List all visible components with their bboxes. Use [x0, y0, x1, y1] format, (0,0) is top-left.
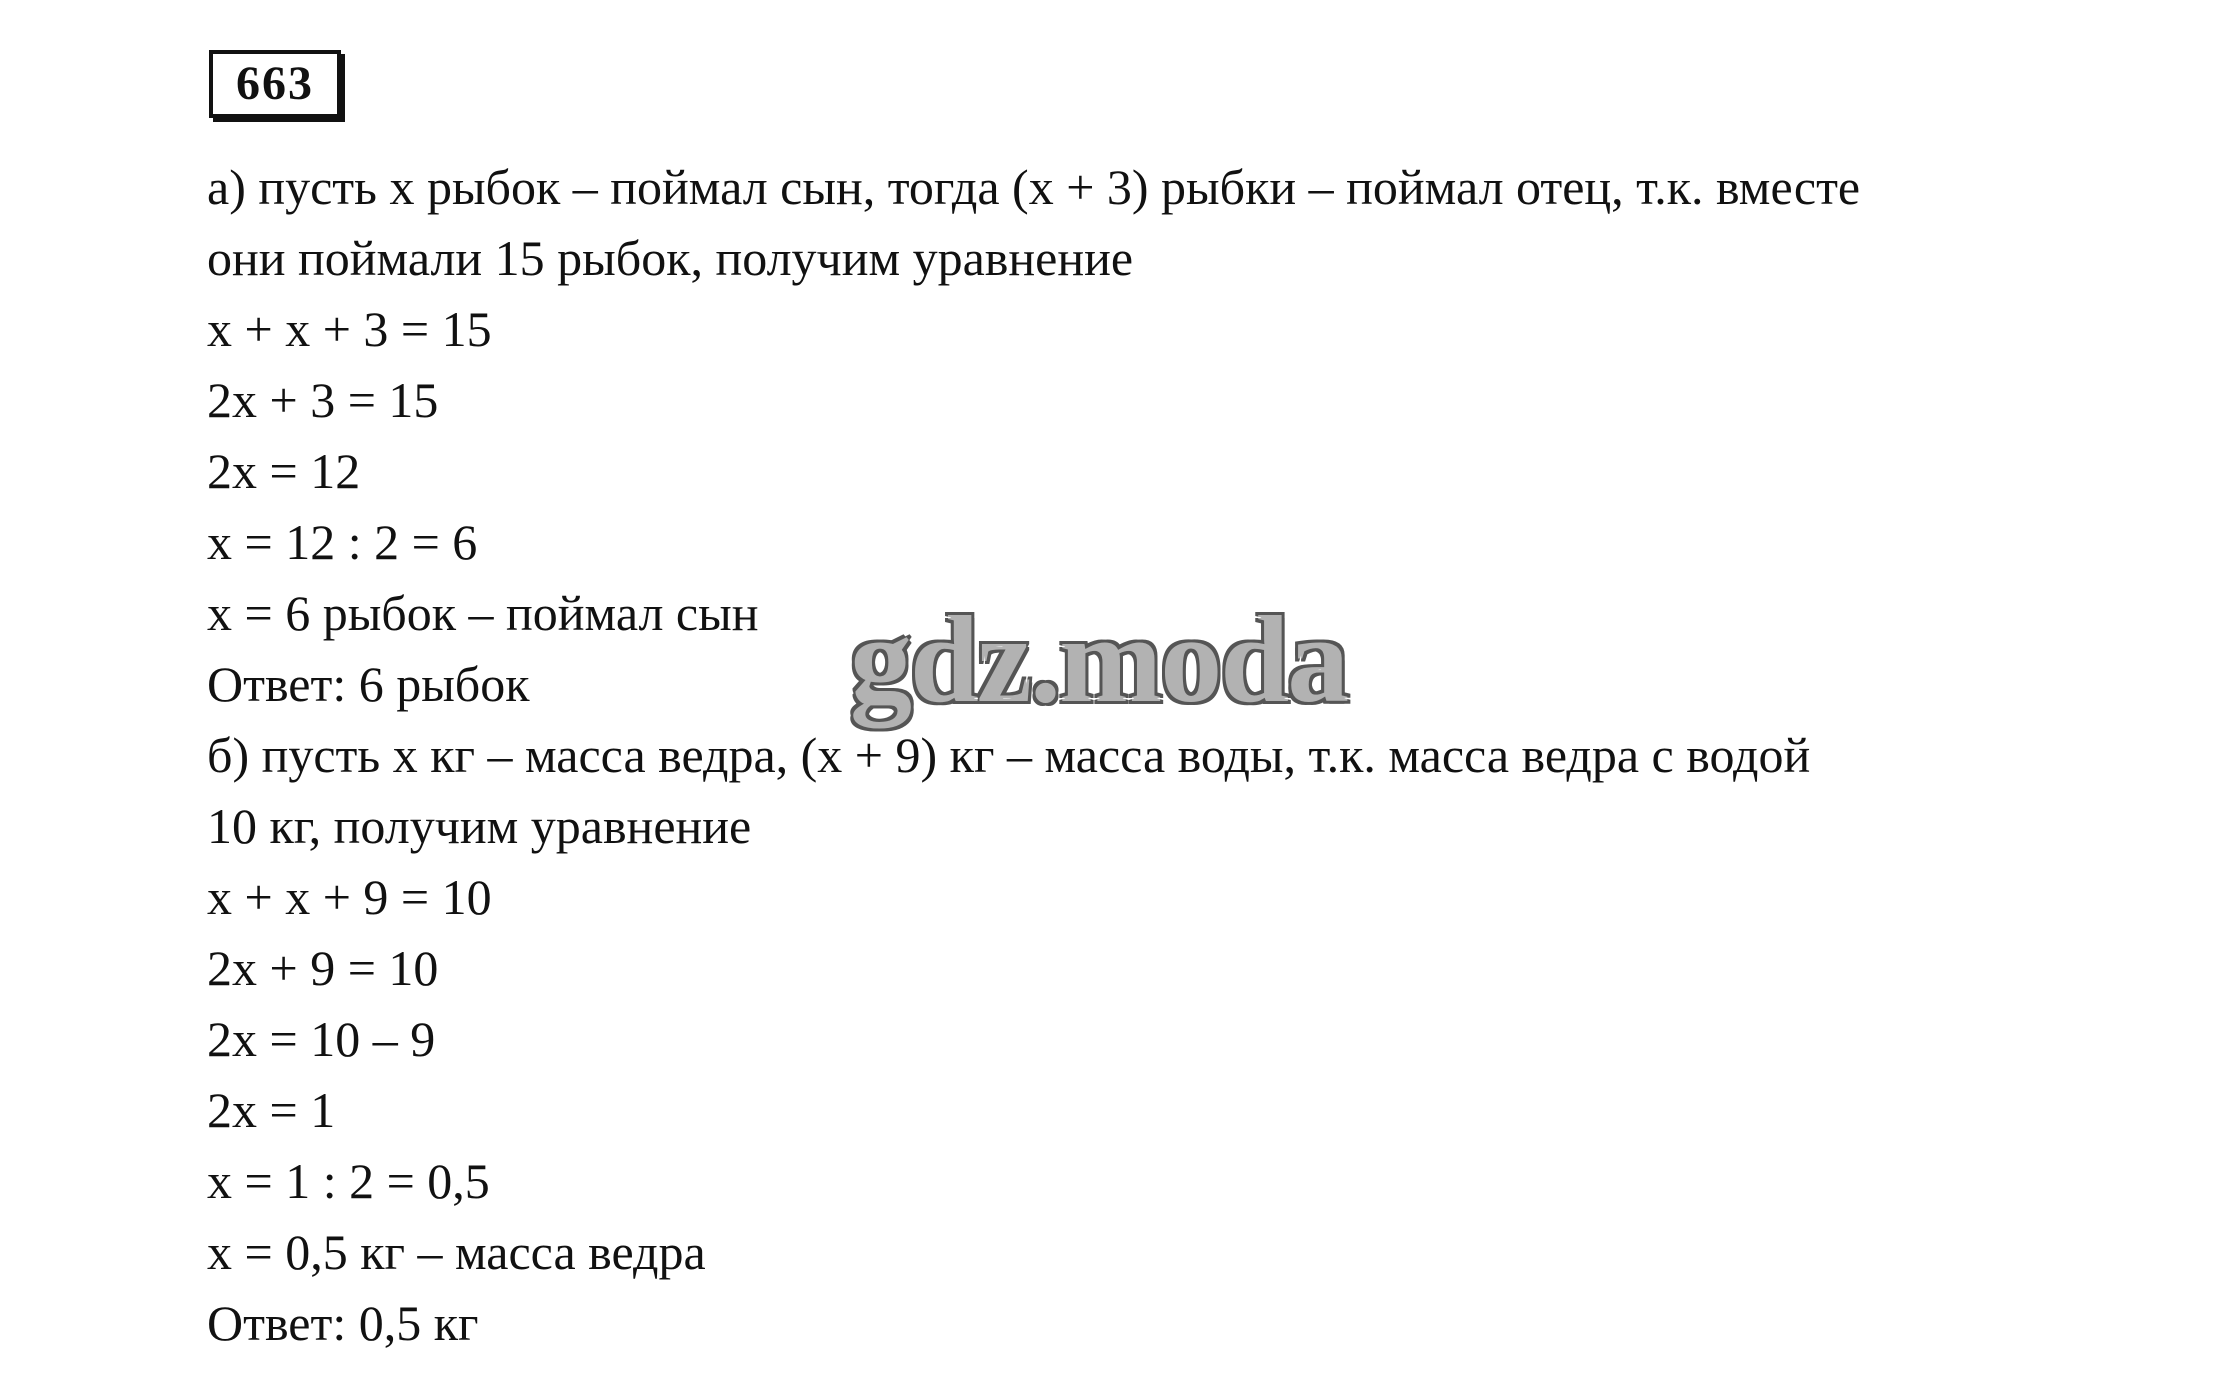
- solution-line: б) пусть х кг – масса ведра, (х + 9) кг – масса воды, т.к. масса ведра с водой: [207, 727, 1811, 783]
- watermark-logo: gdz.moda: [850, 591, 1348, 728]
- result-line: х = 0,5 кг – масса ведра: [207, 1224, 706, 1280]
- solution-line: они поймали 15 рыбок, получим уравнение: [207, 230, 1134, 286]
- equation-line: х + х + 9 = 10: [207, 869, 492, 925]
- equation-line: х = 1 : 2 = 0,5: [207, 1153, 490, 1209]
- equation-line: 2х + 3 = 15: [207, 372, 439, 428]
- equation-line: х = 12 : 2 = 6: [207, 514, 478, 570]
- equation-line: 2х + 9 = 10: [207, 940, 439, 996]
- solution-text: [207, 152, 2187, 1359]
- problem-number: 663: [209, 50, 341, 118]
- equation-line: х + х + 3 = 15: [207, 301, 492, 357]
- equation-line: 2х = 1: [207, 1082, 336, 1138]
- equation-line: 2х = 12: [207, 443, 361, 499]
- equation-line: 2х = 10 – 9: [207, 1011, 436, 1067]
- solution-line: а) пусть х рыбок – поймал сын, тогда (х + 3) рыбки – поймал отец, т.к. вместе: [207, 159, 1861, 215]
- answer-line: Ответ: 6 рыбок: [207, 656, 530, 712]
- solution-line: 10 кг, получим уравнение: [207, 798, 752, 854]
- answer-line: Ответ: 0,5 кг: [207, 1295, 479, 1351]
- result-line: х = 6 рыбок – поймал сын: [207, 585, 759, 641]
